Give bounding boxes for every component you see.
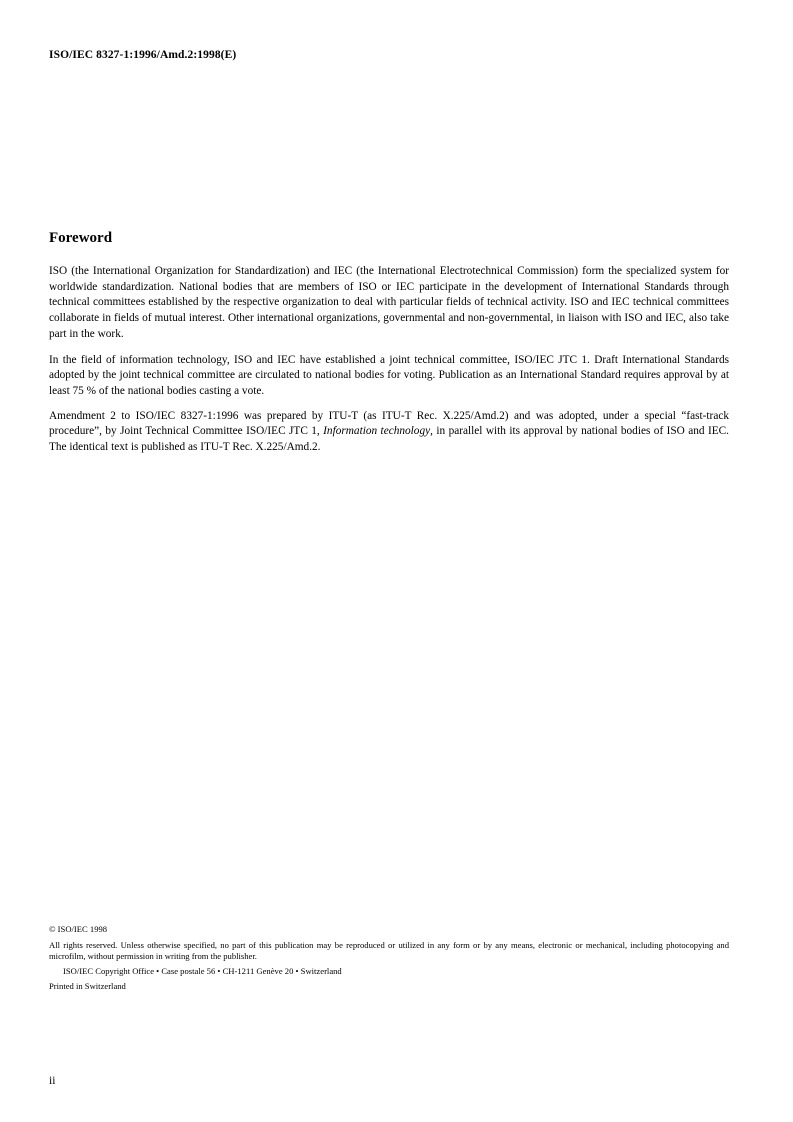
rights-notice: All rights reserved. Unless otherwise specified, no part of this publication may be reproduced or utilized in any form or by any means, electronic or mechanical, including photocopying and microfilm, without permission in writing from the publisher. — [49, 940, 729, 962]
copyright-office-address: ISO/IEC Copyright Office • Case postale 56 • CH-1211 Genève 20 • Switzerland — [63, 965, 342, 976]
paragraph-3-text-end: , in parallel with its approval by national bodies of ISO and IEC. The identical text is published as ITU-T Rec. X.225/Amd.2. — [49, 425, 729, 454]
foreword-paragraph-3 — [49, 409, 729, 456]
copyright-footer — [49, 924, 729, 992]
foreword-body — [49, 264, 729, 466]
printed-location: Printed in Switzerland — [49, 980, 126, 991]
paragraph-3-italic-title: Information technology — [323, 425, 431, 438]
foreword-paragraph-1: ISO (the International Organization for Standardization) and IEC (the International Electrotechnical Commission) form the specialized system for worldwide standardization. National bodies that are members of ISO or IEC participate in the development of International Standards through technical committees established by the respective organization to deal with particular fields of technical activity. ISO and IEC technical committees collaborate in fields of mutual interest. Other international organizations, governmental and non-governmental, in liaison with ISO and IEC, also take part in the work. — [49, 265, 729, 340]
paragraph-3-text-start: Amendment 2 to ISO/IEC 8327-1:1996 was prepared by ITU-T (as ITU-T Rec. X.225/Amd.2) and was adopted, under a special “fast-track procedure”, by Joint Technical Committee ISO/IEC JTC 1, — [49, 409, 729, 438]
foreword-paragraph-2: In the field of information technology, ISO and IEC have established a joint technical committee, ISO/IEC JTC 1. Draft International Standards adopted by the joint technical committee are circulated to national bodies for voting. Publication as an International Standard requires approval by at least 75 % of the national bodies casting a vote. — [49, 353, 729, 397]
page-number: ii — [49, 1075, 56, 1087]
copyright-line: © ISO/IEC 1998 — [49, 924, 108, 934]
foreword-title: Foreword — [49, 230, 113, 246]
document-header: ISO/IEC 8327-1:1996/Amd.2:1998(E) — [49, 49, 237, 61]
